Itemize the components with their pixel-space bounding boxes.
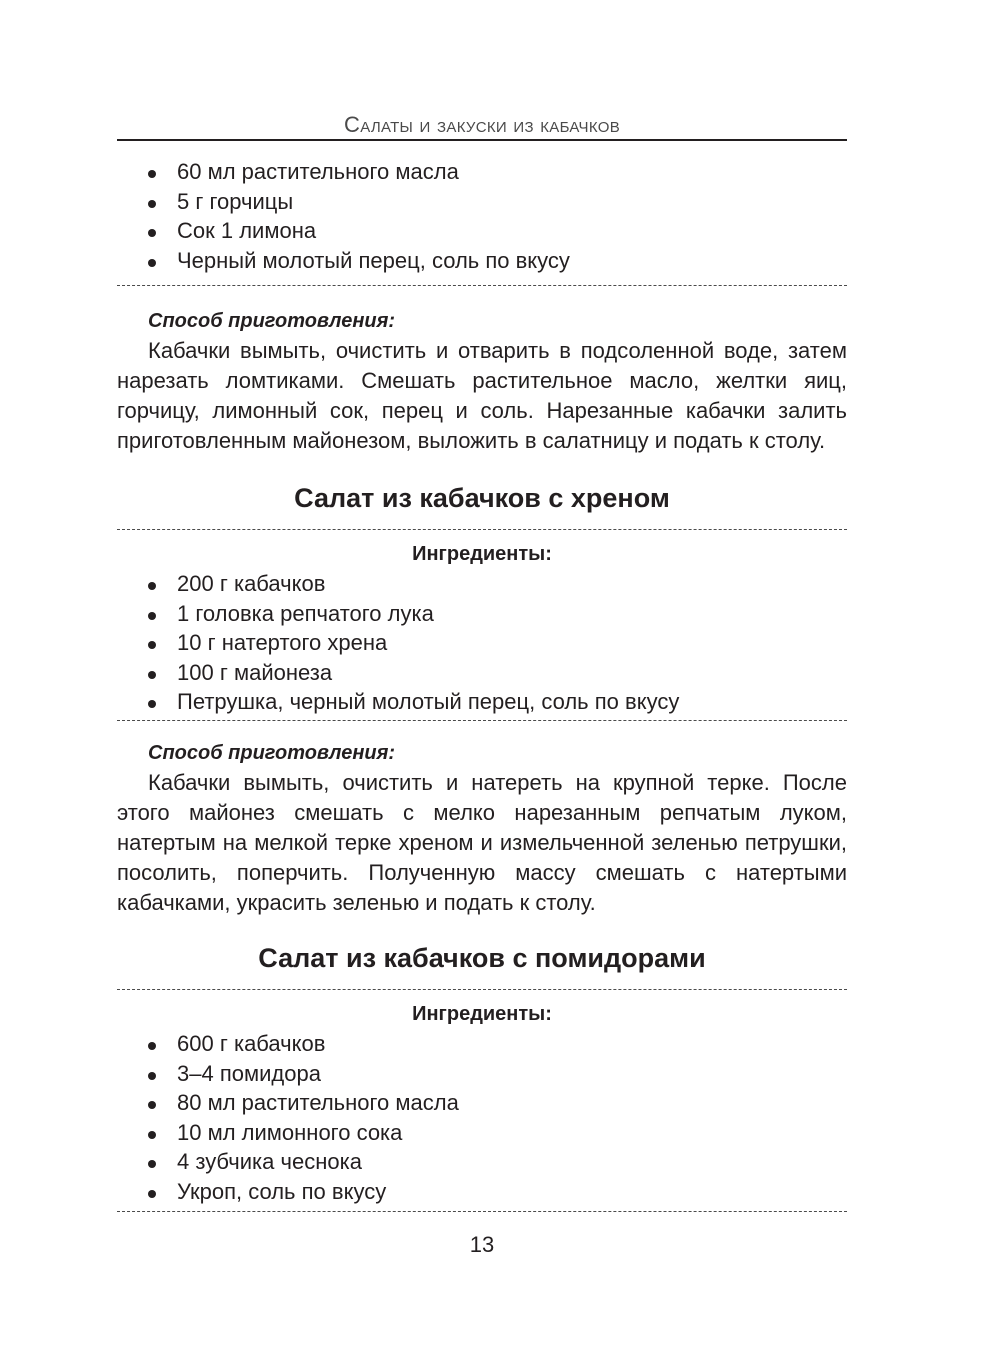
ingredients-title: Ингредиенты:: [412, 543, 552, 565]
recipe-title-tomatoes: Салат из кабачков с помидорами: [258, 943, 706, 973]
ingredient-item: Сок 1 лимона: [117, 216, 570, 246]
method-title: Способ приготовления:: [148, 310, 396, 332]
ingredients-title: Ингредиенты:: [412, 1003, 552, 1025]
ingredient-item: 600 г кабачков: [117, 1029, 459, 1059]
ingredient-item: 4 зубчика чеснока: [117, 1147, 459, 1177]
dashed-divider: [117, 989, 847, 990]
method-text: Кабачки вымыть, очистить и натереть на крупной терке. После этого майонез смешать с мелко нарезанным репчатым луком, натертым на мелкой терке хреном и измельченной зеленью петрушки, посолить, поперчить. Полученную массу смешать с натертыми кабачками, украсить зеленью и подать к столу.: [117, 770, 847, 915]
ingredient-item: 200 г кабачков: [117, 569, 679, 599]
header-rule: [117, 139, 847, 141]
ingredients-list-previous: [117, 157, 570, 275]
ingredient-item: 10 г натертого хрена: [117, 628, 679, 658]
dashed-divider: [117, 529, 847, 530]
dashed-divider: [117, 285, 847, 286]
ingredient-item: 3–4 помидора: [117, 1059, 459, 1089]
ingredient-item: 10 мл лимонного сока: [117, 1118, 459, 1148]
ingredient-item: 1 головка репчатого лука: [117, 599, 679, 629]
ingredient-item: Черный молотый перец, соль по вкусу: [117, 246, 570, 276]
ingredient-item: 80 мл растительного масла: [117, 1088, 459, 1118]
ingredients-list-horseradish: [117, 569, 679, 717]
recipe-title-horseradish: Салат из кабачков с хреном: [294, 483, 670, 513]
running-head: Салаты и закуски из кабачков: [344, 112, 620, 137]
method-title: Способ приготовления:: [148, 742, 396, 764]
page-number: 13: [469, 1232, 495, 1257]
method-text: Кабачки вымыть, очистить и отварить в подсоленной воде, затем нарезать ломтиками. Смешать растительное масло, желтки яиц, горчицу, лимонный сок, перец и соль. Нарезанные кабачки залить приготовленным майонезом, выложить в салатницу и подать к столу.: [117, 338, 847, 453]
dashed-divider: [117, 720, 847, 721]
dashed-divider: [117, 1211, 847, 1212]
ingredient-item: 100 г майонеза: [117, 658, 679, 688]
ingredient-item: Петрушка, черный молотый перец, соль по вкусу: [117, 687, 679, 717]
ingredients-list-tomatoes: [117, 1029, 459, 1206]
ingredient-item: 60 мл растительного масла: [117, 157, 570, 187]
ingredient-item: 5 г горчицы: [117, 187, 570, 217]
ingredient-item: Укроп, соль по вкусу: [117, 1177, 459, 1207]
